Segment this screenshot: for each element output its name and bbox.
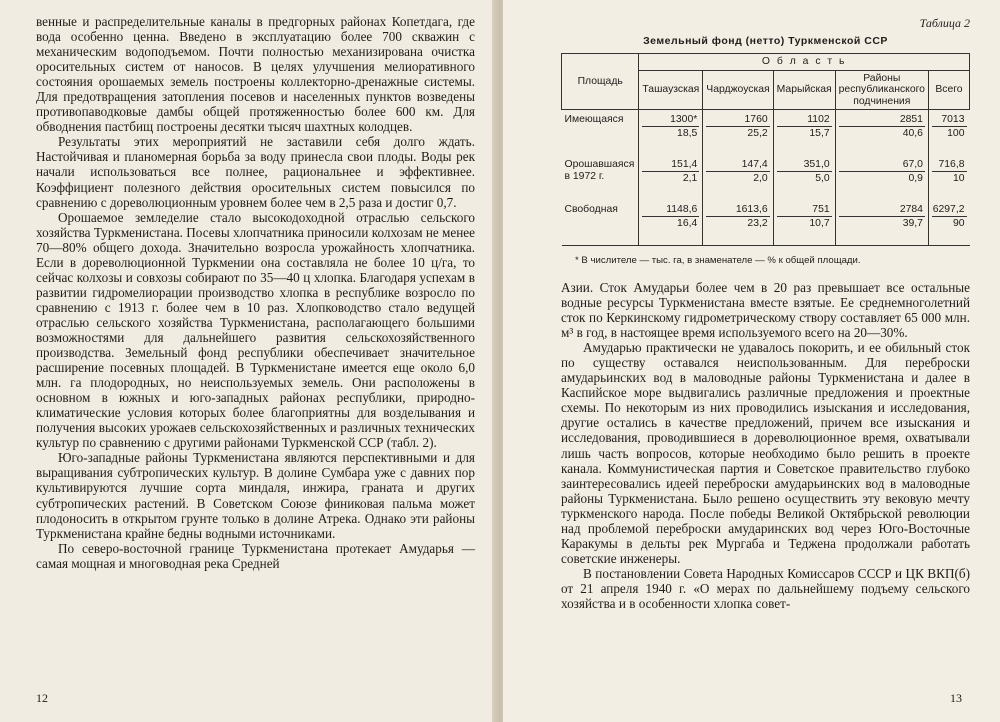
col-header-mary: Марыйская xyxy=(773,70,835,110)
table-cell xyxy=(703,110,773,156)
left-paragraph-3: Орошаемое земледелие стало высокодоходной отраслью сельского хозяйства Туркменистана. Посевы хлопчатника приносили колхозам не менее 70—80% общего дохода. Значительно возросла урожайность хлопчатника. Если в дореволюционной Туркмении она составляла не более 10 ц/га, то сейчас колхозы и совхозы собирают по 35—40 ц хлопка. Благодаря успехам в развитии гидромелиорации производство хлопка в республике возросло по сравнению с 1913 г. более чем в 10 раз. Хлопководство стало ведущей отраслью сельского хозяйства Туркменистана, располагающего большими возможностями для дальнейшего развития сельскохозяйственного производства. Земельный фонд республики обеспечивает значительное расширение посевных площадей. В Туркменистане имеется еще около 6,0 млн. га плодородных, но неиспользуемых земель. Они расположены в основном в южных и юго-западных районах республики, природно-климатические условия которых более благоприятны для возделывания и получения высоких урожаев сельскохозяйственных и различных технических культур по сравнению с другими районами Туркменской ССР (табл. 2). xyxy=(36,209,476,451)
table-row-free xyxy=(562,200,970,246)
right-page-number: 13 xyxy=(950,691,962,705)
cell-numerator: 67,0 xyxy=(839,159,925,172)
cell-numerator: 1102 xyxy=(777,114,832,127)
cell-numerator: 147,4 xyxy=(706,159,769,172)
cell-numerator: 1300* xyxy=(642,114,699,127)
cell-numerator: 351,0 xyxy=(777,159,832,172)
right-paragraph-2: Амударью практически не удавалось покорить, и ее обильный сток по существу оставался неиспользованным. Для переброски амударьинских вод в маловодные районы Туркменистана и далее в Каспийское море выдвигались различные предложения и проектные схемы. По некоторым из них проводились изыскания и исследования, другие остались в качестве предложений, причем все изыскания и исследования, проводившиеся в дореволюционное время, охватывали лишь часть вопросов, которые необходимо было решить в проекте канала. Коммунистическая партия и Советское правительство глубоко заинтересовались идеей переброски амударьинских вод в маловодные районы Туркменистана. Было решено осуществить эту вековую мечту туркменского народа. После победы Великой Октябрьской революции над проблемой переброски амударинских вод через Юго-Восточные Каракумы в дельты рек Мургаба и Теджена продолжали работать советские инженеры. xyxy=(561,340,970,566)
table-cell xyxy=(928,110,969,156)
row-label: Имеющаяся xyxy=(564,114,624,125)
table-cell xyxy=(703,155,773,200)
row-label: Свободная xyxy=(562,200,639,246)
cell-denominator: 39,7 xyxy=(902,218,923,229)
table-cell xyxy=(928,200,969,246)
cell-denominator: 10 xyxy=(952,173,965,184)
cell-denominator: 15,7 xyxy=(809,128,830,139)
table-cell xyxy=(773,155,835,200)
cell-denominator: 16,4 xyxy=(677,218,698,229)
cell-denominator: 18,5 xyxy=(677,128,698,139)
table-cell xyxy=(773,200,835,246)
cell-numerator: 1760 xyxy=(706,114,769,127)
table-cell xyxy=(703,200,773,246)
cell-numerator: 151,4 xyxy=(642,159,699,172)
table-cell xyxy=(639,200,703,246)
cell-denominator: 2,1 xyxy=(682,173,698,184)
cell-denominator: 100 xyxy=(947,128,965,139)
cell-denominator: 23,2 xyxy=(747,218,768,229)
table-footnote: * В числителе — тыс. га, в знаменателе — % к общей площади. xyxy=(575,255,861,266)
table-cell xyxy=(639,110,703,156)
table-cell xyxy=(835,155,928,200)
col-group-header-region: О б л а с т ь xyxy=(639,54,970,71)
left-page xyxy=(0,0,497,722)
col-header-area: Площадь xyxy=(562,54,639,110)
cell-numerator: 1148,6 xyxy=(642,204,699,217)
right-paragraph-1: Азии. Сток Амударьи более чем в 20 раз превышает все остальные водные ресурсы Туркменистана вместе взятые. Ее среднемноголетний сток по Керкинскому гидрометрическому створу составляет 65 000 млн. м³ в год, в настоящее время используемого всего на 20—30%. xyxy=(561,280,970,341)
cell-denominator: 10,7 xyxy=(809,218,830,229)
table-row-irrigated xyxy=(562,155,970,200)
cell-numerator: 2851 xyxy=(839,114,925,127)
cell-numerator: 1613,6 xyxy=(706,204,769,217)
col-header-tashauz: Ташаузская xyxy=(639,70,703,110)
cell-numerator: 716,8 xyxy=(932,159,967,172)
left-page-number: 12 xyxy=(36,691,48,705)
col-header-chardzhou: Чарджоуская xyxy=(703,70,773,110)
cell-numerator: 2784 xyxy=(839,204,925,217)
table-cell xyxy=(835,110,928,156)
cell-numerator: 751 xyxy=(777,204,832,217)
left-paragraph-4: Юго-западные районы Туркменистана являются перспективными и для выращивания субтропических культур. В долине Сумбара уже с давних пор культивируются лучшие сорта миндаля, инжира, граната и других субтропических растений. В Советском Союзе финиковая пальма может плодоносить в открытом грунте только в долине Атрека. Однако эти районы Туркменистана крайне бедны водными источниками. xyxy=(36,450,475,541)
cell-denominator: 40,6 xyxy=(902,128,923,139)
land-fund-table-wrap xyxy=(561,53,970,246)
row-label: Орошавшаяся в 1972 г. xyxy=(564,159,635,182)
cell-numerator: 6297,2 xyxy=(932,204,965,215)
table-title: Земельный фонд (нетто) Туркменской ССР xyxy=(643,35,888,47)
table-cell xyxy=(928,155,969,200)
table-cell xyxy=(835,200,928,246)
col-header-total: Всего xyxy=(928,70,969,110)
left-paragraph-2: Результаты этих мероприятий не заставили себя долго ждать. Настойчивая и планомерная борьба за воду принесла свои плоды. Воды рек начали использоваться все полнее, рациональнее и эффективнее. Коэффициент полезного действия оросительных систем повысился по сравнению с дореволюционным уровнем более чем в 2,5 раза и достиг 0,7. xyxy=(36,134,475,210)
table-caption: Таблица 2 xyxy=(919,16,970,30)
cell-denominator: 90 xyxy=(952,218,965,229)
land-fund-table xyxy=(561,53,970,246)
cell-numerator: 7013 xyxy=(932,114,967,127)
col-header-republic-districts: Районы республиканского подчинения xyxy=(835,70,928,110)
table-row-available xyxy=(562,110,970,156)
cell-denominator: 5,0 xyxy=(815,173,830,184)
table-cell xyxy=(639,155,703,200)
right-page xyxy=(503,0,1000,722)
table-cell xyxy=(773,110,835,156)
cell-denominator: 25,2 xyxy=(747,128,768,139)
cell-denominator: 2,0 xyxy=(753,173,768,184)
right-paragraph-3: В постановлении Совета Народных Комиссаров СССР и ЦК ВКП(б) от 21 апреля 1940 г. «О мерах по дальнейшему подъему сельского хозяйства и в особенности хлопка совет- xyxy=(561,565,970,611)
cell-denominator: 0,9 xyxy=(908,173,923,184)
left-paragraph-1: венные и распределительные каналы в предгорных районах Копетдага, где вода особенно ценна. Введено в эксплуатацию более 700 скважин с механическим водоподъемом. Почти полностью механизирована очистка оросительных систем от наносов. В целях улучшения мелиоративного состояния орошаемых земель построены коллекторно-дренажные системы. Для предотвращения затопления посевов и населенных пунктов возведены противопаводковые дамбы общей протяженностью более 600 км. Для обводнения пастбищ построены десятки тысяч шахтных колодцев. xyxy=(36,14,475,135)
left-paragraph-5: По северо-восточной границе Туркменистана протекает Амударья — самая мощная и многоводная река Средней xyxy=(36,540,475,571)
